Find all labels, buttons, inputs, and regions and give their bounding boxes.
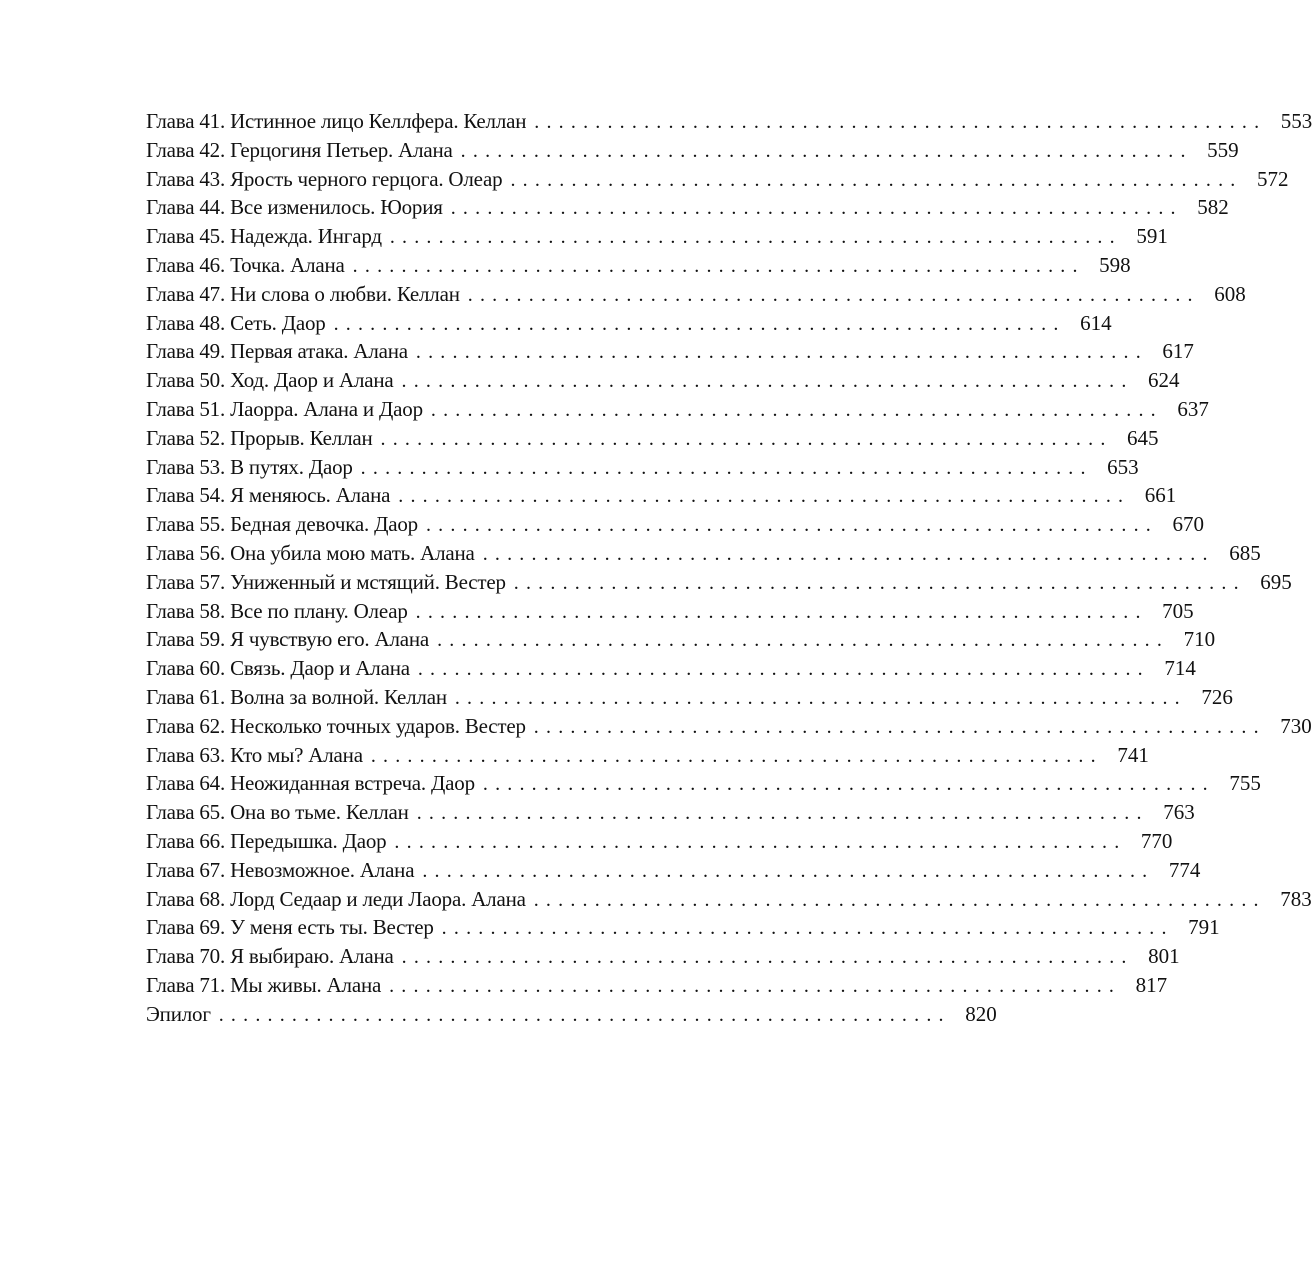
toc-entry-page-number: 553 — [1280, 109, 1312, 133]
dot-leader: ............................................................ — [415, 600, 1148, 623]
toc-entry-title: Глава 48. Сеть. Даор — [146, 310, 326, 335]
toc-entry-page-number: 783 — [1280, 886, 1312, 911]
toc-entry — [146, 165, 1289, 194]
toc-entry-page-number: 661 — [1144, 483, 1177, 508]
dot-leader: ............................................................ — [398, 485, 1131, 508]
toc-entry-page-number: 791 — [1188, 915, 1220, 940]
toc-entry-title: Глава 44. Все изменилось. Юория — [146, 195, 443, 220]
toc-entry-page-number: 572 — [1256, 166, 1289, 191]
toc-entry-title: Глава 63. Кто мы? Алана — [146, 742, 363, 767]
toc-entry-page-number: 763 — [1163, 800, 1195, 825]
toc-entry — [146, 337, 1194, 366]
toc-entry-page-number: 817 — [1135, 972, 1168, 997]
toc-entry-title: Глава 53. В путях. Даор — [146, 454, 353, 479]
toc-entry-page-number: 770 — [1140, 828, 1173, 853]
toc-entry — [146, 827, 1173, 856]
dot-leader: ............................................................ — [513, 571, 1246, 594]
toc-entry-title: Глава 62. Несколько точных ударов. Вестер — [146, 713, 526, 738]
dot-leader: ............................................................ — [218, 1003, 951, 1026]
dot-leader: ............................................................ — [533, 715, 1266, 738]
toc-entry — [146, 769, 1261, 798]
toc-entry-page-number: 598 — [1099, 252, 1131, 277]
dot-leader: ............................................................ — [441, 917, 1174, 940]
toc-entry-page-number: 670 — [1172, 512, 1204, 537]
dot-leader: ............................................................ — [425, 514, 1158, 537]
toc-entry-title: Глава 51. Лаорра. Алана и Даор — [146, 396, 423, 421]
dot-leader: ............................................................ — [460, 139, 1193, 162]
dot-leader: ............................................................ — [416, 802, 1149, 825]
toc-entry — [146, 856, 1201, 885]
toc-entry — [146, 568, 1292, 597]
dot-leader: ............................................................ — [401, 370, 1134, 393]
toc-entry-title: Глава 58. Все по плану. Олеар — [146, 598, 408, 623]
toc-entry-title: Глава 59. Я чувствую его. Алана — [146, 627, 430, 652]
toc-entry-title: Глава 55. Бедная девочка. Даор — [146, 512, 418, 537]
toc-entry-page-number: 624 — [1148, 368, 1180, 393]
dot-leader: ............................................................ — [401, 946, 1134, 969]
toc-entry-title: Глава 64. Неожиданная встреча. Даор — [146, 771, 475, 796]
toc-entry — [146, 971, 1168, 1000]
dot-leader: ............................................................ — [482, 773, 1215, 796]
toc-entry-page-number: 614 — [1080, 310, 1112, 335]
toc-entry-title: Глава 46. Точка. Алана — [146, 252, 345, 277]
toc-entry-title: Глава 54. Я меняюсь. Алана — [146, 483, 391, 508]
toc-entry-title: Глава 49. Первая атака. Алана — [146, 339, 408, 364]
toc-entry-page-number: 774 — [1168, 857, 1201, 882]
toc-entry — [146, 885, 1312, 914]
toc-entry — [146, 309, 1112, 338]
toc-entry-title: Глава 71. Мы живы. Алана — [146, 972, 382, 997]
toc-entry — [146, 654, 1196, 683]
dot-leader: ............................................................ — [437, 629, 1170, 652]
toc-entry-title: Глава 43. Ярость черного герцога. Олеар — [146, 166, 503, 191]
toc-entry-title: Глава 50. Ход. Даор и Алана — [146, 368, 394, 393]
dot-leader: ............................................................ — [333, 312, 1066, 335]
dot-leader: ............................................................ — [370, 744, 1103, 767]
toc-entry-page-number: 695 — [1260, 569, 1292, 594]
toc-entry-page-number: 637 — [1177, 396, 1209, 421]
toc-entry — [146, 597, 1194, 626]
toc-entry-title: Глава 56. Она убила мою мать. Алана — [146, 540, 475, 565]
table-of-contents — [146, 107, 1312, 1029]
toc-entry — [146, 942, 1180, 971]
dot-leader: ............................................................ — [450, 197, 1183, 220]
toc-entry-page-number: 726 — [1201, 684, 1233, 709]
toc-entry — [146, 424, 1159, 453]
toc-entry — [146, 481, 1177, 510]
dot-leader: ............................................................ — [417, 658, 1150, 681]
dot-leader: ............................................................ — [380, 427, 1113, 450]
toc-entry-title: Глава 67. Невозможное. Алана — [146, 857, 415, 882]
toc-entry — [146, 280, 1246, 309]
toc-entry-page-number: 801 — [1148, 944, 1180, 969]
dot-leader: ............................................................ — [352, 254, 1085, 277]
toc-entry — [146, 107, 1312, 136]
dot-leader: ............................................................ — [389, 974, 1122, 997]
dot-leader: ............................................................ — [533, 888, 1266, 911]
toc-entry — [146, 366, 1180, 395]
dot-leader: ............................................................ — [430, 398, 1163, 421]
toc-entry-title: Глава 42. Герцогиня Петьер. Алана — [146, 137, 453, 162]
toc-entry — [146, 625, 1216, 654]
toc-entry-title: Эпилог — [146, 1001, 211, 1026]
toc-entry-page-number: 617 — [1162, 339, 1194, 364]
toc-entry-page-number: 591 — [1136, 224, 1168, 249]
toc-entry — [146, 1000, 997, 1029]
toc-entry-title: Глава 52. Прорыв. Келлан — [146, 425, 373, 450]
dot-leader: ............................................................ — [422, 859, 1155, 882]
toc-entry-title: Глава 65. Она во тьме. Келлан — [146, 800, 409, 825]
toc-entry — [146, 395, 1209, 424]
dot-leader: ............................................................ — [482, 542, 1215, 565]
toc-entry-title: Глава 57. Униженный и мстящий. Вестер — [146, 569, 506, 594]
toc-entry — [146, 510, 1204, 539]
toc-entry-page-number: 755 — [1229, 771, 1261, 796]
toc-entry-page-number: 653 — [1107, 454, 1139, 479]
toc-entry-page-number: 645 — [1127, 425, 1159, 450]
toc-entry-title: Глава 41. Истинное лицо Келлфера. Келлан — [146, 109, 527, 133]
dot-leader: ............................................................ — [534, 111, 1267, 133]
toc-entry — [146, 136, 1239, 165]
toc-entry-title: Глава 69. У меня есть ты. Вестер — [146, 915, 434, 940]
toc-entry — [146, 193, 1229, 222]
dot-leader: ............................................................ — [360, 456, 1093, 479]
toc-entry-page-number: 582 — [1197, 195, 1229, 220]
toc-entry-title: Глава 61. Волна за волной. Келлан — [146, 684, 447, 709]
toc-entry-page-number: 714 — [1164, 656, 1196, 681]
toc-entry-page-number: 685 — [1229, 540, 1261, 565]
dot-leader: ............................................................ — [394, 830, 1127, 853]
toc-entry-title: Глава 68. Лорд Седаар и леди Лаора. Алана — [146, 886, 526, 911]
toc-entry-title: Глава 70. Я выбираю. Алана — [146, 944, 394, 969]
toc-entry-page-number: 608 — [1214, 281, 1246, 306]
dot-leader: ............................................................ — [389, 226, 1122, 249]
toc-entry-page-number: 559 — [1207, 137, 1239, 162]
toc-entry — [146, 539, 1261, 568]
toc-entry — [146, 251, 1131, 280]
toc-entry — [146, 712, 1312, 741]
dot-leader: ............................................................ — [467, 283, 1200, 306]
toc-entry-title: Глава 47. Ни слова о любви. Келлан — [146, 281, 460, 306]
toc-entry-page-number: 710 — [1183, 627, 1216, 652]
toc-entry-title: Глава 45. Надежда. Ингард — [146, 224, 382, 249]
toc-entry-page-number: 705 — [1162, 598, 1194, 623]
toc-entry-title: Глава 66. Передышка. Даор — [146, 828, 387, 853]
toc-entry-page-number: 741 — [1117, 742, 1149, 767]
toc-entry — [146, 913, 1220, 942]
toc-entry-page-number: 730 — [1280, 713, 1312, 738]
toc-entry-page-number: 820 — [965, 1001, 997, 1026]
dot-leader: ............................................................ — [454, 686, 1187, 709]
dot-leader: ............................................................ — [415, 341, 1148, 364]
dot-leader: ............................................................ — [510, 168, 1243, 191]
toc-entry-title: Глава 60. Связь. Даор и Алана — [146, 656, 410, 681]
toc-entry — [146, 683, 1233, 712]
toc-entry — [146, 741, 1149, 770]
toc-entry — [146, 453, 1139, 482]
toc-entry — [146, 222, 1168, 251]
toc-entry — [146, 798, 1195, 827]
